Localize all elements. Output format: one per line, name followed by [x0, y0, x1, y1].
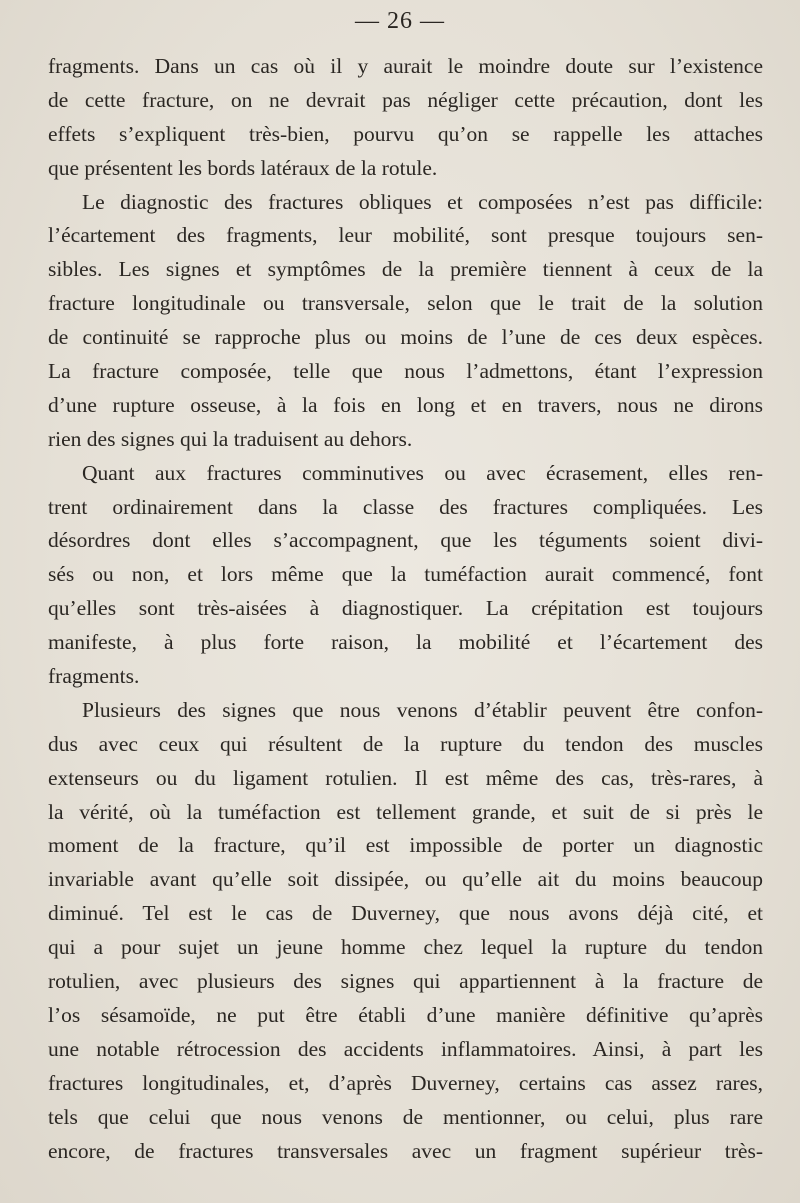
text-line: rien des signes qui la traduisent au dehors.: [48, 426, 413, 451]
text-line: d’une rupture osseuse, à la fois en long et en travers, nous ne dirons: [48, 392, 763, 417]
text-line: qui a pour sujet un jeune homme chez lequel la rupture du tendon: [48, 935, 763, 960]
text-line: qu’elles sont très-aisées à diagnostiquer. La crépitation est toujours: [48, 596, 763, 621]
text-line: fragments.: [48, 664, 140, 689]
text-line: invariable avant qu’elle soit dissipée, ou qu’elle ait du moins beaucoup: [48, 867, 763, 892]
body-text: [48, 50, 763, 1168]
text-line: de continuité se rapproche plus ou moins de l’une de ces deux espèces.: [48, 325, 763, 350]
text-line: fracture longitudinale ou transversale, selon que le trait de la solution: [48, 291, 763, 316]
text-line: extenseurs ou du ligament rotulien. Il est même des cas, très-rares, à: [48, 765, 763, 790]
text-line: manifeste, à plus forte raison, la mobilité et l’écartement des: [48, 630, 763, 655]
text-line: l’écartement des fragments, leur mobilité, sont presque toujours sen-: [48, 223, 763, 248]
text-line: désordres dont elles s’accompagnent, que les téguments soient divi-: [48, 528, 763, 553]
text-line: dus avec ceux qui résultent de la rupture du tendon des muscles: [48, 731, 763, 756]
text-line: encore, de fractures transversales avec un fragment supérieur très-: [48, 1138, 763, 1163]
text-line: sibles. Les signes et symptômes de la première tiennent à ceux de la: [48, 257, 763, 282]
text-line: Le diagnostic des fractures obliques et composées n’est pas difficile:: [82, 189, 763, 214]
text-line: la vérité, où la tuméfaction est tellement grande, et suit de si près le: [48, 799, 763, 824]
text-line: effets s’expliquent très-bien, pourvu qu’on se rappelle les attaches: [48, 121, 763, 146]
text-line: diminué. Tel est le cas de Duverney, que nous avons déjà cité, et: [48, 901, 763, 926]
text-line: rotulien, avec plusieurs des signes qui appartiennent à la fracture de: [48, 969, 763, 994]
text-line: de cette fracture, on ne devrait pas négliger cette précaution, dont les: [48, 87, 763, 112]
text-line: tels que celui que nous venons de mentionner, ou celui, plus rare: [48, 1104, 763, 1129]
page-number: — 26 —: [355, 8, 445, 34]
text-line: fragments. Dans un cas où il y aurait le moindre doute sur l’existence: [48, 54, 763, 78]
text-line: fractures longitudinales, et, d’après Duverney, certains cas assez rares,: [48, 1070, 763, 1095]
text-line: une notable rétrocession des accidents inflammatoires. Ainsi, à part les: [48, 1036, 763, 1061]
text-line: Quant aux fractures comminutives ou avec écrasement, elles ren-: [82, 460, 763, 485]
text-line: l’os sésamoïde, ne put être établi d’une manière définitive qu’après: [48, 1002, 763, 1027]
text-line: La fracture composée, telle que nous l’admettons, étant l’expression: [48, 359, 763, 384]
text-line: trent ordinairement dans la classe des fractures compliquées. Les: [48, 494, 763, 519]
text-line: Plusieurs des signes que nous venons d’établir peuvent être confon-: [82, 697, 763, 722]
text-line: que présentent les bords latéraux de la rotule.: [48, 155, 438, 180]
text-line: sés ou non, et lors même que la tuméfaction aurait commencé, font: [48, 562, 763, 587]
text-line: moment de la fracture, qu’il est impossible de porter un diagnostic: [48, 833, 763, 858]
